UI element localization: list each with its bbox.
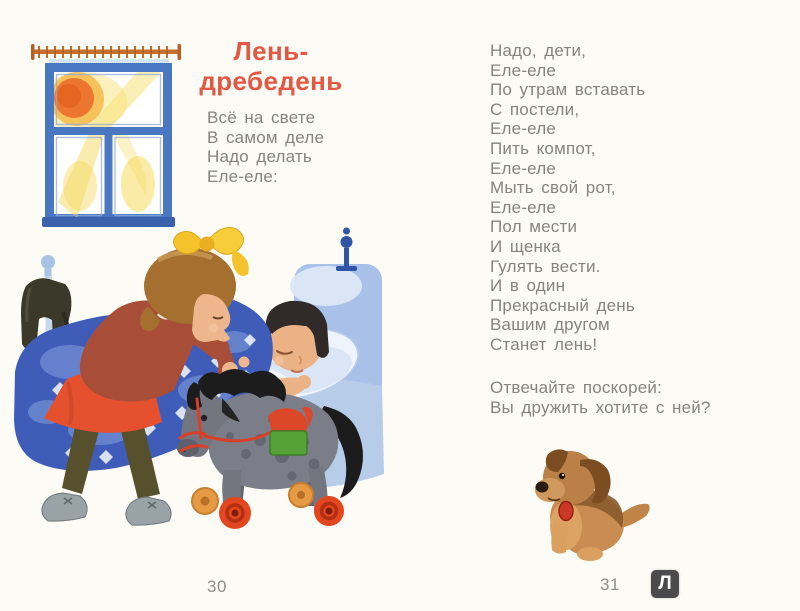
window-illustration xyxy=(25,36,195,230)
poem-line: Прекрасный день xyxy=(490,295,635,315)
poem-line: Всё на свете xyxy=(207,108,316,127)
poem-title xyxy=(195,36,347,96)
puppy-illustration xyxy=(518,438,663,573)
puppy-tag xyxy=(559,502,573,521)
poem-line: В самом деле xyxy=(207,127,325,147)
page-number-left: 30 xyxy=(207,577,227,596)
poem-line: Вы дружить хотите с ней? xyxy=(490,397,711,417)
poem-line: Надо, дети, xyxy=(490,41,587,60)
poem-line: Еле-еле xyxy=(490,197,557,217)
poem-line: С постели, xyxy=(490,99,580,119)
poem-question xyxy=(490,378,711,417)
curtain-rod-icon xyxy=(31,44,181,60)
poem-line: И щенка xyxy=(490,236,561,256)
poem-line: По утрам вставать xyxy=(490,80,646,100)
poem-line: Надо делать xyxy=(207,147,312,167)
scene-illustration xyxy=(8,222,400,557)
poem-line: Еле-еле xyxy=(490,158,557,178)
poem-line: И в один xyxy=(490,276,566,296)
poem-line: Вашим другом xyxy=(490,315,610,335)
poem-line: Отвечайте поскорей: xyxy=(490,378,662,397)
poem-line: Мыть свой рот, xyxy=(490,178,616,198)
publisher-logo xyxy=(651,570,679,598)
poem-title-line: дребедень xyxy=(199,66,343,96)
poem-title-line: Лень- xyxy=(233,36,309,66)
poem-line: Еле-еле xyxy=(490,119,557,139)
right-poem xyxy=(490,41,645,355)
poem-line: Пол мести xyxy=(490,217,578,237)
poem-line: Станет лень! xyxy=(490,334,598,354)
left-poem xyxy=(207,108,324,186)
publisher-logo-letter: Л xyxy=(658,573,672,594)
puppy-nose xyxy=(536,482,549,493)
poem-line: Пить компот, xyxy=(490,138,596,158)
poem-line: Гулять вести. xyxy=(490,256,601,276)
puppy-eye xyxy=(559,473,565,479)
poem-line: Еле-еле xyxy=(490,60,557,80)
page-number-right: 31 xyxy=(600,575,620,594)
poem-line: Еле-еле: xyxy=(207,166,278,186)
